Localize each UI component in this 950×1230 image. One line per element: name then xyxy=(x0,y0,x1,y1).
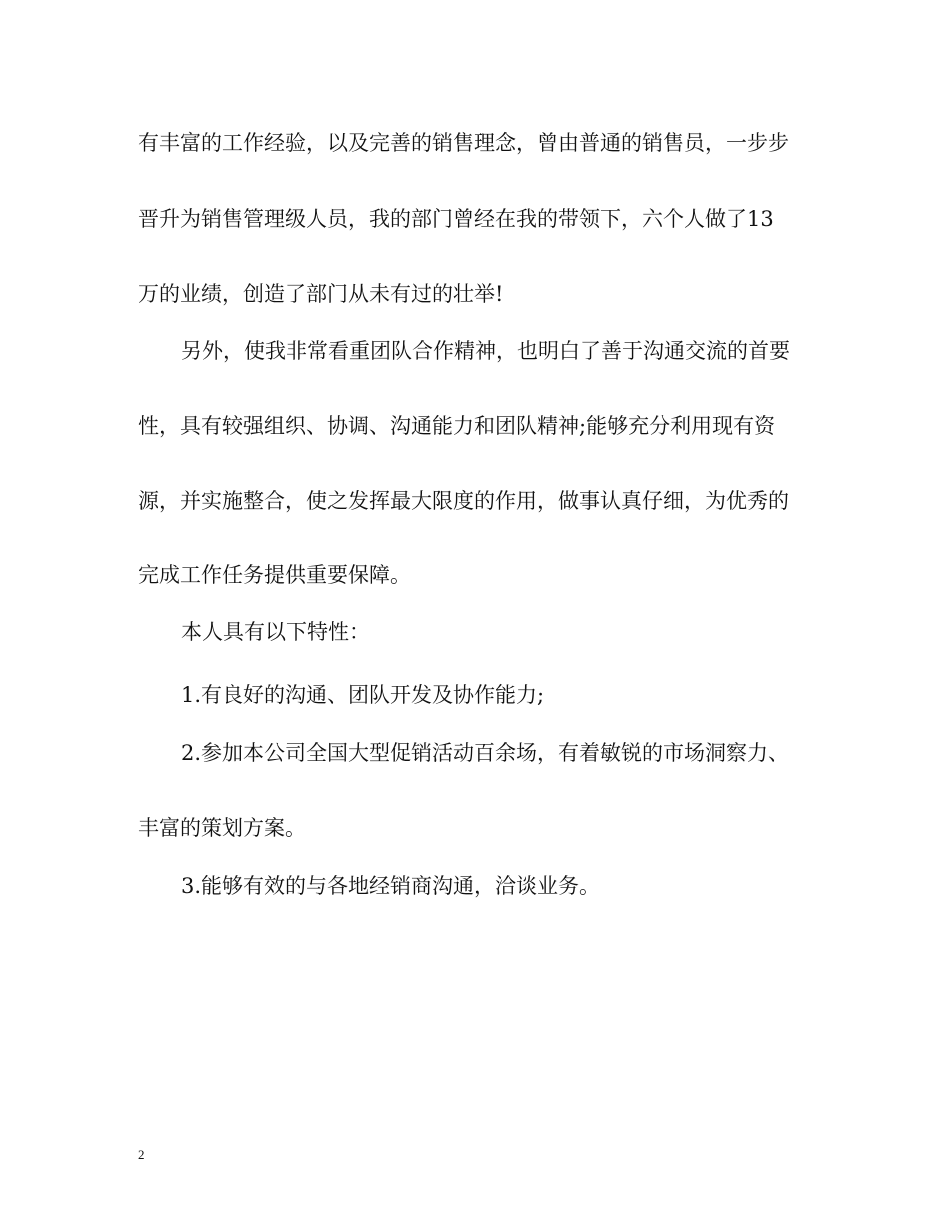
text-line-5: 性，具有较强组织、协调、沟通能力和团队精神;能够充分利用现有资 xyxy=(138,414,776,438)
text-line-1: 有丰富的工作经验，以及完善的销售理念，曾由普通的销售员，一步步 xyxy=(138,131,789,155)
text-line-12: 3.能够有效的与各地经销商沟通，洽谈业务。 xyxy=(181,874,601,898)
text-line-3: 万的业绩，创造了部门从未有过的壮举! xyxy=(138,282,504,306)
text-line-11: 丰富的策划方案。 xyxy=(138,816,306,840)
text-line-9: 1.有良好的沟通、团队开发及协作能力; xyxy=(181,683,545,707)
text-line-4: 另外，使我非常看重团队合作精神，也明白了善于沟通交流的首要 xyxy=(181,339,790,363)
text-line-6: 源，并实施整合，使之发挥最大限度的作用，做事认真仔细，为优秀的 xyxy=(138,489,789,513)
text-line-7: 完成工作任务提供重要保障。 xyxy=(138,563,411,587)
text-line-2: 晋升为销售管理级人员，我的部门曾经在我的带领下，六个人做了13 xyxy=(138,207,774,231)
text-line-8: 本人具有以下特性： xyxy=(181,620,370,644)
page-number: 2 xyxy=(138,1147,145,1162)
text-line-10: 2.参加本公司全国大型促销活动百余场，有着敏锐的市场洞察力、 xyxy=(181,741,790,765)
